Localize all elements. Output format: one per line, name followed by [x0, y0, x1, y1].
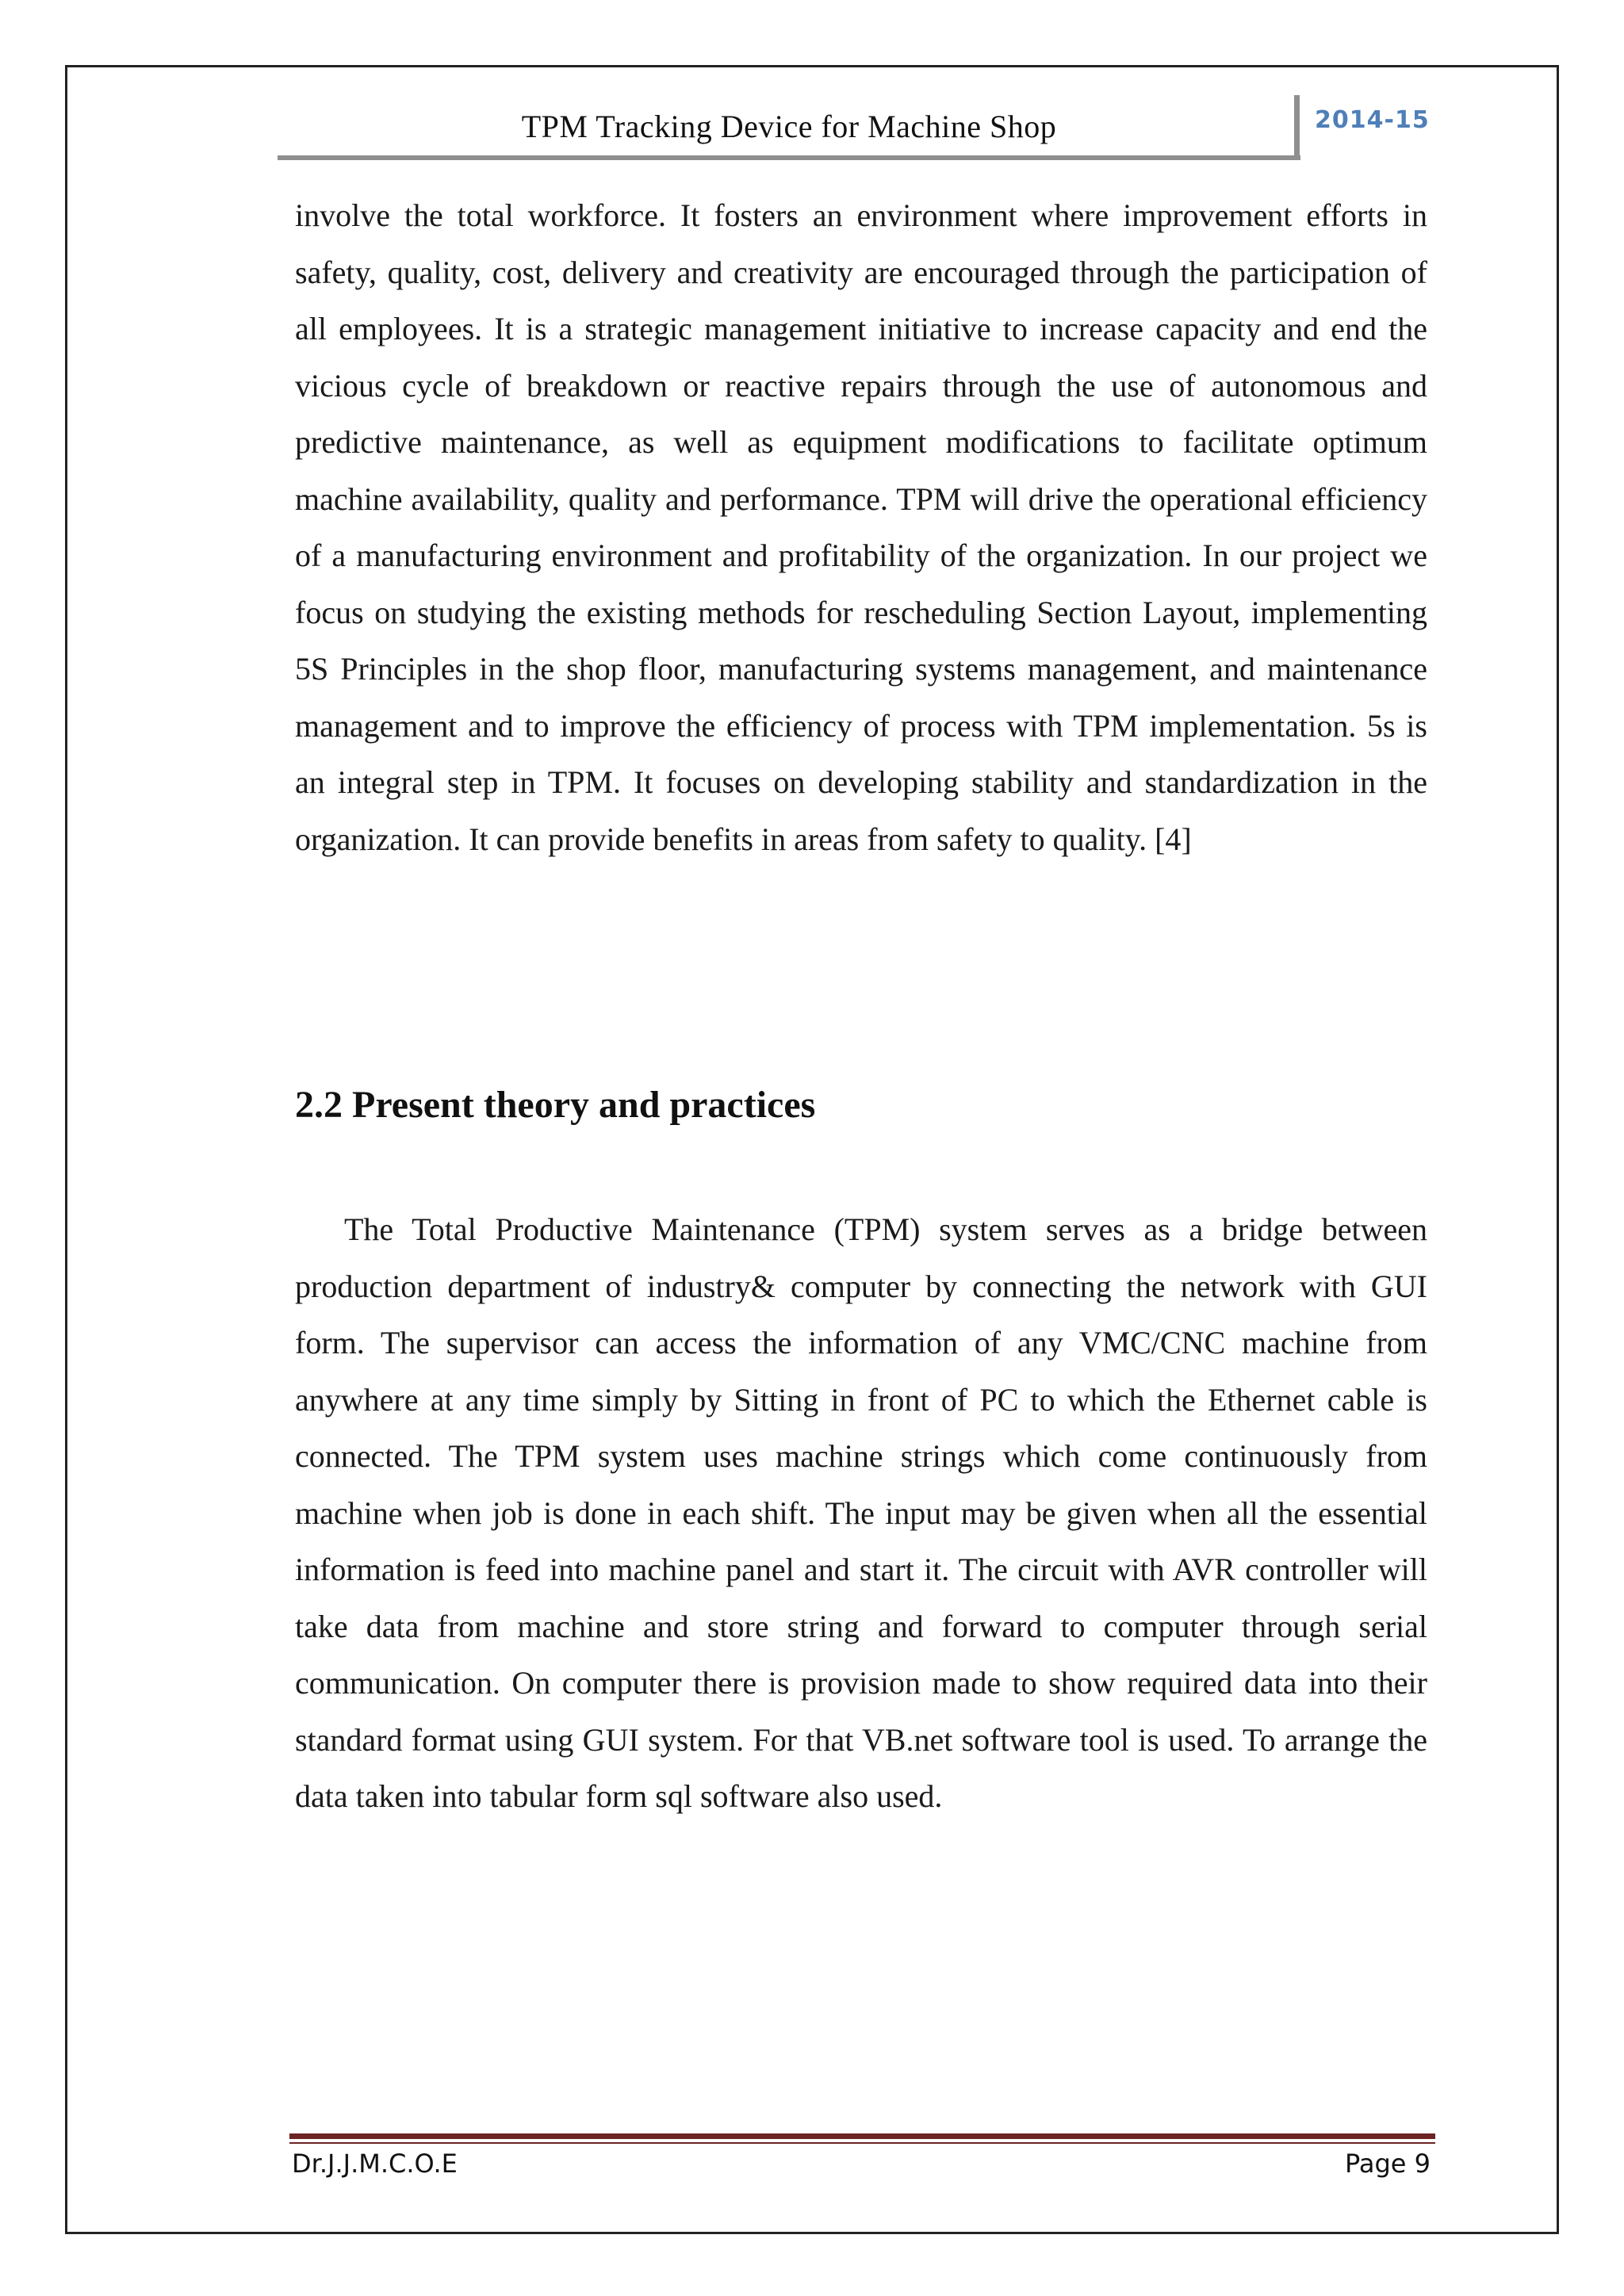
header-rule [278, 155, 1300, 160]
body-paragraph-2: The Total Productive Maintenance (TPM) system serves as a bridge between production department of industry& computer by connecting the network with GUI form. The supervisor can access the information of any VMC/CNC machine from anywhere at any time simply by Sitting in front of PC to which the Ethernet cable is connected. The TPM system uses machine strings which come continuously from machine when job is done in each shift. The input may be given when all the essential information is feed into machine panel and start it. The circuit with AVR controller will take data from machine and store string and forward to computer through serial communication. On computer there is provision made to show required data into their standard format using GUI system. For that VB.net software tool is used. To arrange the data taken into tabular form sql software also used. [295, 1211, 1427, 1814]
body-paragraph-1: involve the total workforce. It fosters an environment where improvement efforts in safety, quality, cost, delivery and creativity are encouraged through the participation of all employees. It is a strategic management initiative to increase capacity and end the vicious cycle of breakdown or reactive repairs through the use of autonomous and predictive maintenance, as well as equipment modifications to facilitate optimum machine availability, quality and performance. TPM will drive the operational efficiency of a manufacturing environment and profitability of the organization. In our project we focus on studying the existing methods for rescheduling Section Layout, implementing 5S Principles in the shop floor, manufacturing systems management, and maintenance management and to improve the efficiency of process with TPM implementation. 5s is an integral step in TPM. It focuses on developing stability and standardization in the organization. It can provide benefits in areas from safety to quality. [4] [295, 197, 1427, 857]
header-divider [1294, 95, 1300, 160]
footer-rule-thin [289, 2142, 1435, 2144]
footer-institution: Dr.J.J.M.C.O.E [292, 2149, 458, 2179]
footer-page-number: Page 9 [1345, 2149, 1431, 2179]
footer-rule [289, 2133, 1435, 2139]
header-title: TPM Tracking Device for Machine Shop [521, 109, 1057, 144]
page-header [278, 101, 1305, 159]
header-year: 2014-15 [1315, 106, 1430, 134]
section-heading: 2.2 Present theory and practices [295, 1084, 816, 1126]
